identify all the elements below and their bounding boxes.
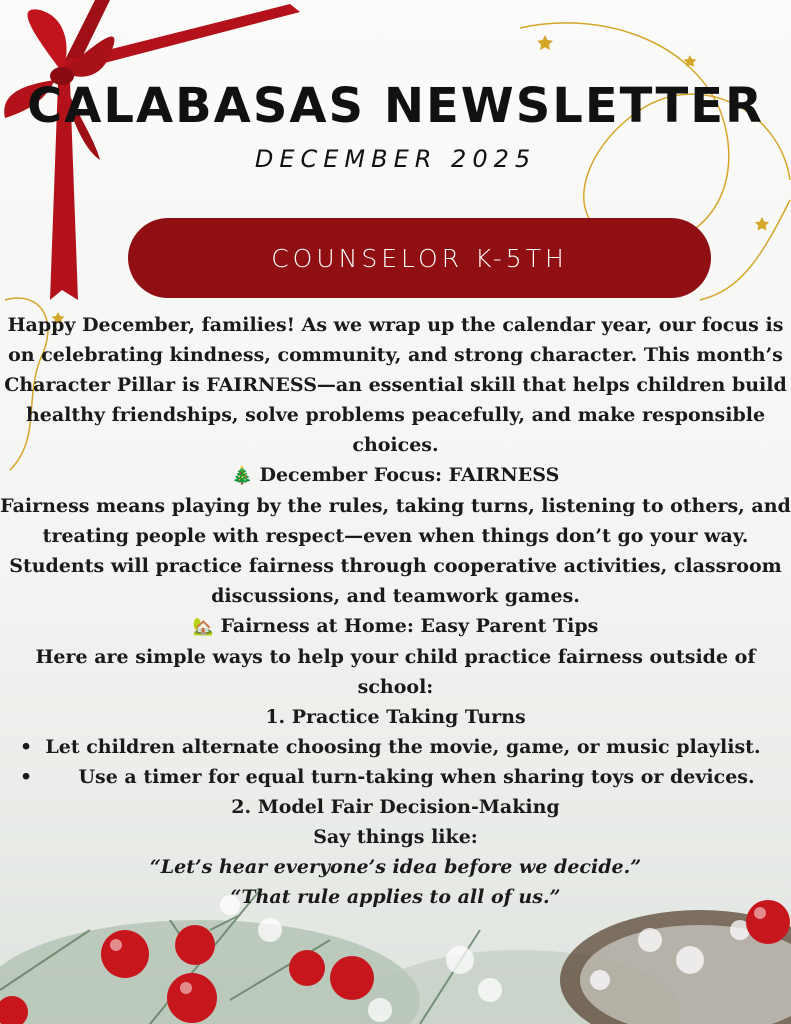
intro-paragraph: Happy December, families! As we wrap up the calendar year, our focus is on celebrating kindness, community, and strong character. This month’s Character Pillar is FAIRNESS—an essential skill that helps children build healthy friendships, solve problems peacefully, and make responsible choices. <box>4 314 787 456</box>
house-icon: 🏡 <box>192 617 214 637</box>
home-heading: 🏡 Fairness at Home: Easy Parent Tips <box>192 615 599 637</box>
list-item: • Use a timer for equal turn-taking when sharing toys or devices. <box>20 766 755 788</box>
star-icon <box>755 217 769 230</box>
tip2-heading: 2. Model Fair Decision-Making <box>231 796 560 818</box>
focus-heading: 🎄 December Focus: FAIRNESS <box>231 464 560 486</box>
quote-line: “That rule applies to all of us.” <box>230 886 561 908</box>
home-intro: Here are simple ways to help your child practice fairness outside of school: <box>35 646 756 698</box>
list-item: • Let children alternate choosing the movie, game, or music playlist. <box>20 736 761 758</box>
fairness-definition: Fairness means playing by the rules, taking turns, listening to others, and treating people with respect—even when things don’t go your way. <box>0 495 791 547</box>
quote-line: “Let’s hear everyone’s idea before we decide.” <box>149 856 642 878</box>
christmas-tree-icon: 🎄 <box>231 466 253 486</box>
banner-label: COUNSELOR K-5TH <box>271 243 568 273</box>
practice-paragraph: Students will practice fairness through cooperative activities, classroom discussions, and teamwork games. <box>9 555 782 607</box>
newsletter-title: CALABASAS NEWSLETTER <box>26 78 765 134</box>
tip2-intro: Say things like: <box>313 826 478 848</box>
star-icon <box>684 55 697 67</box>
star-icon <box>537 35 553 50</box>
section-banner <box>128 218 711 298</box>
newsletter-date: DECEMBER 2025 <box>254 145 537 173</box>
tip1-heading: 1. Practice Taking Turns <box>265 706 526 728</box>
newsletter-body <box>0 310 791 912</box>
